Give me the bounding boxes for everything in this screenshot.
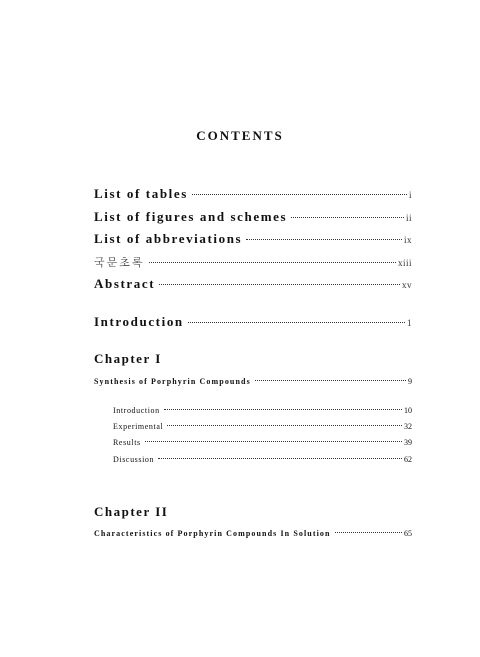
toc-entry-label: 국문초록 bbox=[94, 256, 145, 269]
dot-leader bbox=[255, 380, 406, 381]
dot-leader bbox=[246, 239, 402, 240]
toc-page-number: 10 bbox=[404, 406, 412, 415]
chapter-heading: Chapter I bbox=[94, 351, 162, 366]
toc-page-number: 1 bbox=[407, 318, 412, 328]
dot-leader bbox=[335, 532, 402, 533]
toc-entry-list-of-abbreviations[interactable] bbox=[94, 231, 412, 247]
page-title: CONTENTS bbox=[196, 128, 284, 143]
dot-leader bbox=[159, 284, 400, 285]
toc-page-number: 32 bbox=[404, 422, 412, 431]
toc-page-number: ii bbox=[405, 213, 412, 223]
toc-page-number: 62 bbox=[404, 455, 412, 464]
chapter-heading: Chapter II bbox=[94, 504, 169, 519]
dot-leader bbox=[291, 217, 404, 218]
toc-entry-label: List of figures and schemes bbox=[94, 209, 288, 224]
dot-leader bbox=[192, 194, 407, 195]
toc-page-number: 39 bbox=[404, 438, 412, 447]
toc-entry-abstract[interactable] bbox=[94, 276, 412, 292]
toc-entry-label: Abstract bbox=[94, 276, 156, 291]
toc-page-number: 9 bbox=[408, 377, 412, 386]
toc-entry-list-of-tables[interactable] bbox=[94, 186, 412, 202]
toc-entry-list-of-figures[interactable] bbox=[94, 209, 412, 225]
toc-entry-label: List of abbreviations bbox=[94, 231, 243, 246]
toc-entry-label: Characteristics of Porphyrin Compounds In Solution bbox=[94, 529, 331, 538]
toc-entry-label: Results bbox=[113, 438, 141, 447]
toc-entry-section[interactable] bbox=[113, 422, 412, 431]
toc-page-number: ix bbox=[403, 235, 412, 245]
toc-entry-label: Discussion bbox=[113, 455, 155, 464]
toc-entry-label: Experimental bbox=[113, 422, 164, 431]
toc-entry-label: Introduction bbox=[113, 406, 160, 415]
toc-page-number: xv bbox=[402, 280, 412, 290]
dot-leader bbox=[164, 409, 402, 410]
toc-entry-label: Introduction bbox=[94, 314, 184, 329]
toc-page-number: xiii bbox=[397, 258, 412, 268]
toc-entry-section[interactable] bbox=[113, 455, 412, 464]
toc-entry-section[interactable] bbox=[113, 406, 412, 415]
dot-leader bbox=[145, 441, 402, 442]
toc-entry-label: Synthesis of Porphyrin Compounds bbox=[94, 377, 251, 386]
toc-entry-introduction[interactable] bbox=[94, 314, 412, 330]
toc-page-number: i bbox=[408, 190, 412, 200]
toc-page-number: 65 bbox=[404, 529, 412, 538]
dot-leader bbox=[158, 458, 402, 459]
dot-leader bbox=[149, 262, 396, 263]
toc-entry-section[interactable] bbox=[113, 438, 412, 447]
toc-entry-chapter-title[interactable] bbox=[94, 529, 412, 538]
dot-leader bbox=[188, 322, 405, 323]
toc-entry-chapter-title[interactable] bbox=[94, 377, 412, 386]
toc-entry-korean-abstract[interactable] bbox=[94, 254, 412, 270]
toc-entry-label: List of tables bbox=[94, 186, 188, 201]
dot-leader bbox=[167, 425, 402, 426]
